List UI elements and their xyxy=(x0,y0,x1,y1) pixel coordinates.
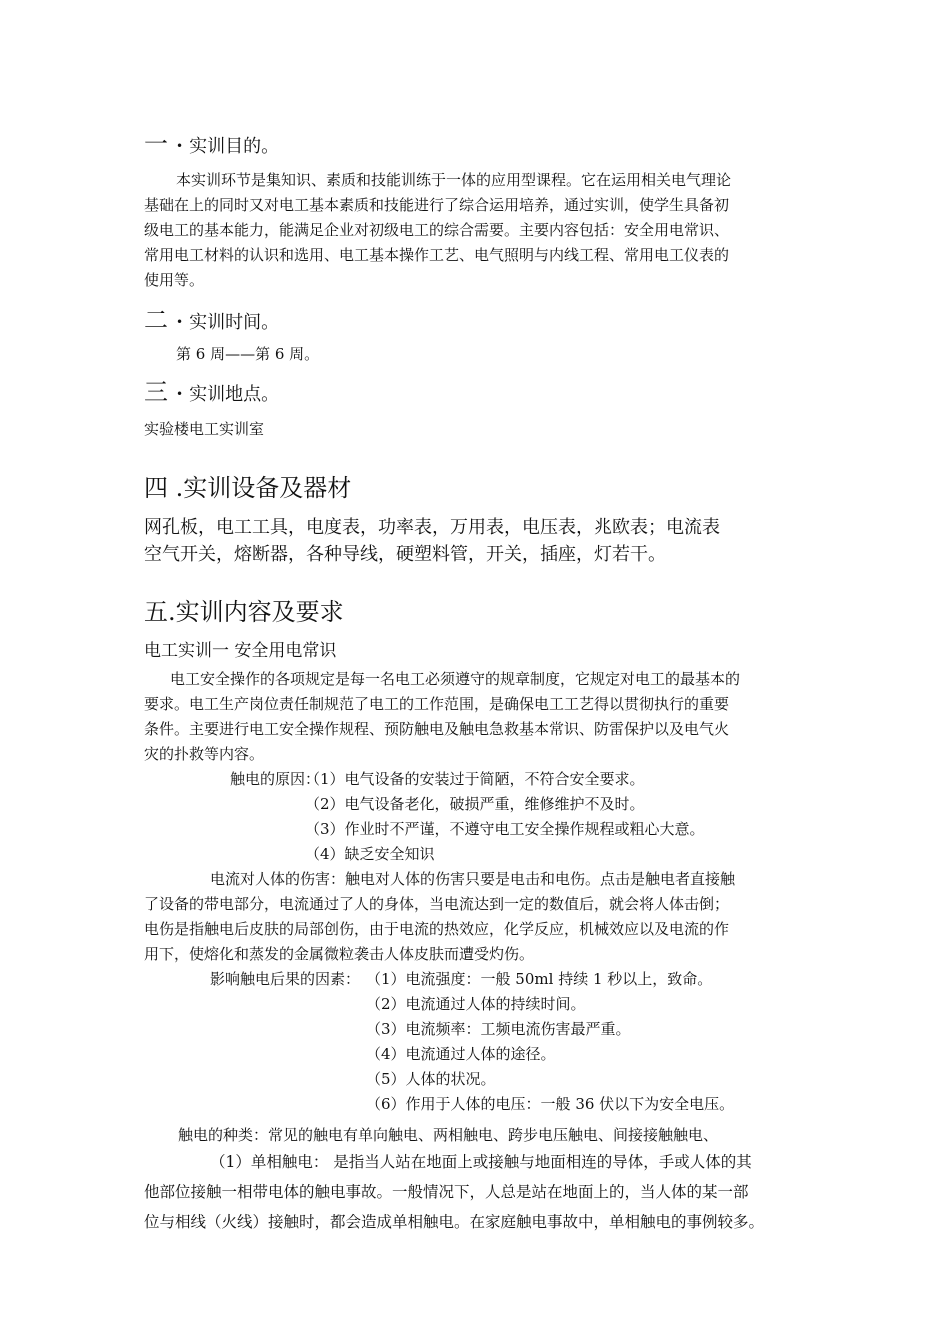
section-1-heading xyxy=(144,124,279,159)
purpose-line: 级电工的基本能力，能满足企业对初级电工的综合需要。主要内容包括：安全用电常识、 xyxy=(144,221,730,239)
bullet-icon: • xyxy=(176,315,184,329)
cause-item: （1）电气设备的安装过于简陋，不符合安全要求。 xyxy=(305,770,645,788)
factor-item: （2）电流通过人体的持续时间。 xyxy=(366,995,586,1013)
harm-line: 电流对人体的伤害：触电对人体的伤害只要是电击和电伤。点击是触电者直接触 xyxy=(210,870,736,888)
training1-title: 电工实训一 安全用电常识 xyxy=(144,641,337,661)
intro-line: 要求。电工生产岗位责任制规范了电工的工作范围，是确保电工工艺得以贯彻执行的重要 xyxy=(144,695,730,713)
section-2-number: 二 xyxy=(144,306,168,334)
section-1-number: 一 xyxy=(144,130,168,158)
intro-line: 电工安全操作的各项规定是每一名电工必须遵守的规章制度，它规定对电工的最基本的 xyxy=(170,670,741,688)
harm-line: 用下，使熔化和蒸发的金属微粒袭击人体皮肤而遭受灼伤。 xyxy=(144,945,535,963)
section-1-title: 实训目的。 xyxy=(189,136,280,157)
place-text: 实验楼电工实训室 xyxy=(144,420,265,438)
section-3-number: 三 xyxy=(144,378,168,406)
factor-item: （4）电流通过人体的途径。 xyxy=(366,1045,556,1063)
single-phase-line: （1）单相触电： 是指当人站在地面上或接触与地面相连的导体，手或人体的其 xyxy=(210,1153,752,1171)
purpose-line: 常用电工材料的认识和选用、电工基本操作工艺、电气照明与内线工程、常用电工仪表的 xyxy=(144,246,730,264)
purpose-line: 本实训环节是集知识、素质和技能训练于一体的应用型课程。它在运用相关电气理论 xyxy=(176,171,732,189)
purpose-line: 使用等。 xyxy=(144,271,205,289)
section-5-heading: 五.实训内容及要求 xyxy=(144,598,344,626)
intro-line: 条件。主要进行电工安全操作规程、预防触电及触电急救基本常识、防雷保护以及电气火 xyxy=(144,720,730,738)
cause-item: （2）电气设备老化，破损严重，维修维护不及时。 xyxy=(305,795,645,813)
factor-item: （1）电流强度：一般 50ml 持续 1 秒以上，致命。 xyxy=(366,970,713,988)
single-phase-line: 他部位接触一相带电体的触电事故。一般情况下，人总是站在地面上的，当人体的某一部 xyxy=(144,1183,749,1201)
purpose-line: 基础在上的同时又对电工基本素质和技能进行了综合运用培养，通过实训，使学生具备初 xyxy=(144,196,730,214)
section-4-heading: 四 .实训设备及器材 xyxy=(144,474,352,502)
equipment-line: 网孔板，电工工具，电度表，功率表，万用表，电压表，兆欧表；电流表 xyxy=(144,517,720,538)
equipment-line: 空气开关，熔断器，各种导线，硬塑料管，开关，插座，灯若干。 xyxy=(144,544,666,565)
factor-item: （6）作用于人体的电压：一般 36 伏以下为安全电压。 xyxy=(366,1095,735,1113)
factor-item: （5）人体的状况。 xyxy=(366,1070,496,1088)
section-2-heading xyxy=(144,300,279,335)
bullet-icon: • xyxy=(176,139,184,153)
section-3-heading xyxy=(144,372,279,407)
factor-item: （3）电流频率：工频电流伤害最严重。 xyxy=(366,1020,631,1038)
causes-label: 触电的原因： xyxy=(230,770,321,788)
types-line: 触电的种类：常见的触电有单向触电、两相触电、跨步电压触电、间接接触触电、 xyxy=(178,1126,719,1144)
cause-item: （4）缺乏安全知识 xyxy=(305,845,435,863)
factors-label: 影响触电后果的因素： xyxy=(210,970,361,988)
section-2-title: 实训时间。 xyxy=(189,312,280,333)
single-phase-line: 位与相线（火线）接触时，都会造成单相触电。在家庭触电事故中，单相触电的事例较多。 xyxy=(144,1213,765,1231)
harm-line: 了设备的带电部分，电流通过了人的身体，当电流达到一定的数值后，就会将人体击倒； xyxy=(144,895,730,913)
intro-line: 灾的扑救等内容。 xyxy=(144,745,265,763)
bullet-icon: • xyxy=(176,387,184,401)
cause-item: （3）作业时不严谨，不遵守电工安全操作规程或粗心大意。 xyxy=(305,820,705,838)
harm-line: 电伤是指触电后皮肤的局部创伤，由于电流的热效应，化学反应，机械效应以及电流的作 xyxy=(144,920,730,938)
time-text: 第 6 周——第 6 周。 xyxy=(176,345,320,363)
section-3-title: 实训地点。 xyxy=(189,384,280,405)
